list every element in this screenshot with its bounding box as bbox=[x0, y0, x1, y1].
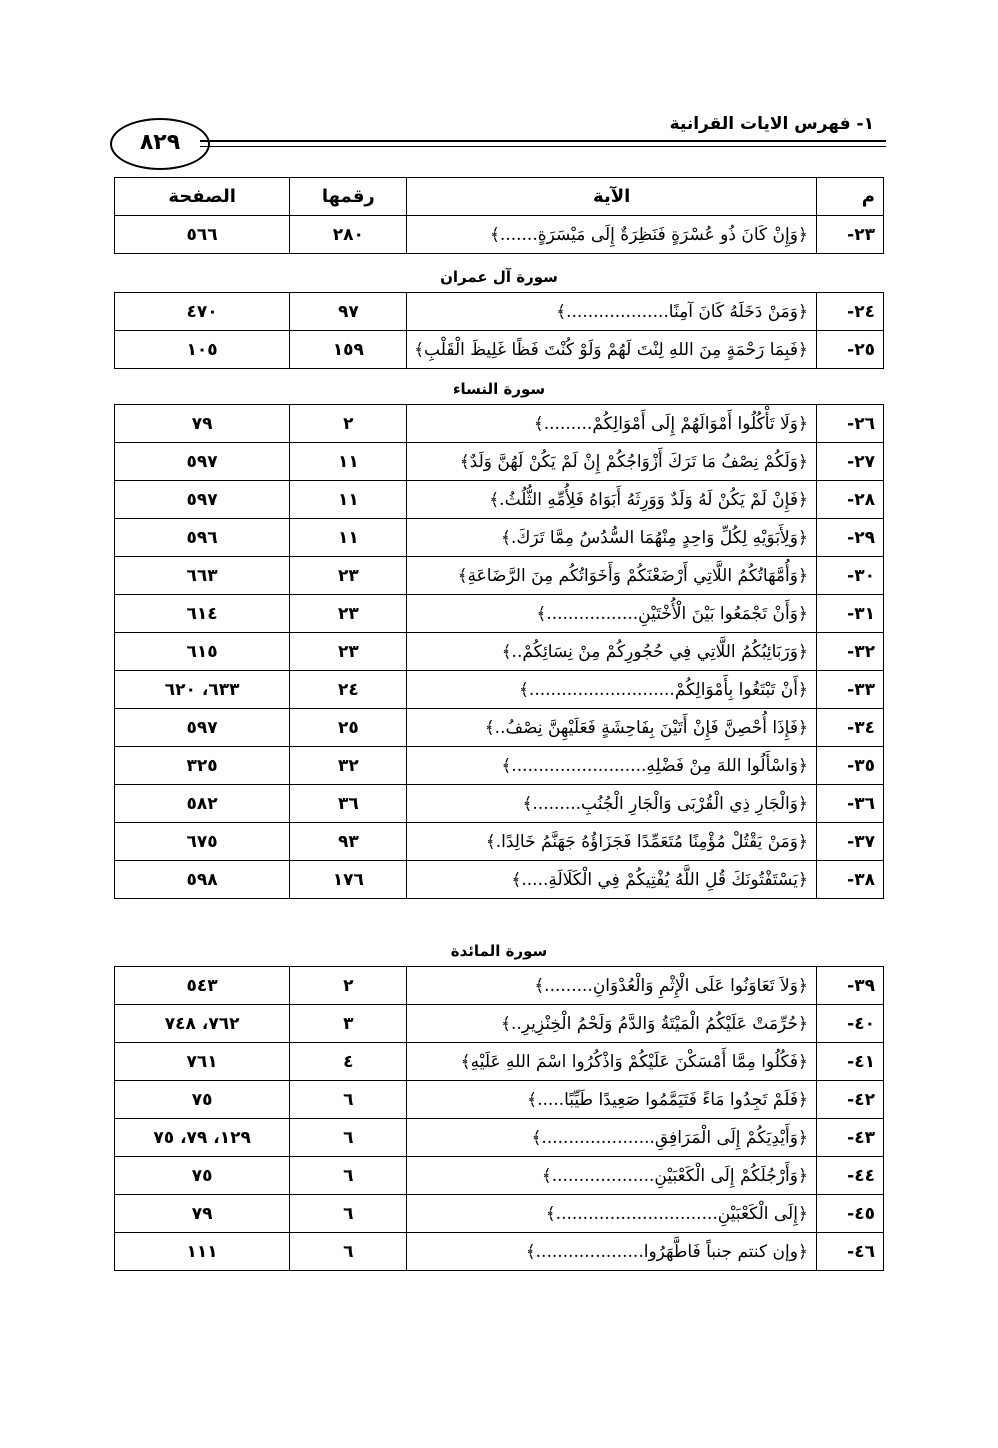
ayah-reference: ٣٢ bbox=[290, 747, 407, 785]
ayah-text bbox=[407, 595, 817, 633]
page-reference: ٥٦٦ bbox=[115, 216, 290, 254]
row-number: ٣٩- bbox=[816, 967, 883, 1005]
row-number: ٣١- bbox=[816, 595, 883, 633]
row-number: ٣٠- bbox=[816, 557, 883, 595]
row-number: ٤٤- bbox=[816, 1157, 883, 1195]
ayah-text bbox=[407, 405, 817, 443]
ayah-text-content: ﴿حُرِّمَتْ عَلَيْكُمُ الْمَيْتَةُ وَالدَّمُ وَلَحْمُ الْخِنْزِيرِ..﴾ bbox=[501, 1014, 808, 1034]
index-table-maidah bbox=[114, 966, 884, 1271]
row-number: ٢٧- bbox=[816, 443, 883, 481]
ayah-text-content: ﴿وَلاَ تَعَاوَنُوا عَلَى الْإِثْمِ وَالْعُدْوَانِ.........﴾ bbox=[534, 976, 808, 996]
ayah-text bbox=[407, 709, 817, 747]
ayah-text bbox=[407, 633, 817, 671]
ayah-text-content: ﴿فَبِمَا رَحْمَةٍ مِنَ اللهِ لِنْتَ لَهُمْ وَلَوْ كُنْتَ فَظًا غَلِيظَ الْقَلْبِ﴾ bbox=[414, 340, 808, 360]
ayah-text-content: ﴿وإن كنتم جنباً فَاطَّهَرُوا....................﴾ bbox=[525, 1242, 808, 1262]
header-rule bbox=[200, 140, 886, 142]
ayah-text-content: ﴿فَإِنْ لَمْ يَكُنْ لَهُ وَلَدٌ وَوَرِثَهُ أَبَوَاهُ فَلِأُمِّهِ الثُّلُثُ.﴾ bbox=[489, 490, 808, 510]
ayah-text bbox=[407, 861, 817, 899]
ayah-text-content: ﴿وَإِنْ كَانَ ذُو عُسْرَةٍ فَنَظِرَةٌ إِلَى مَيْسَرَةٍ.......﴾ bbox=[489, 225, 808, 245]
page-reference: ٧٥ bbox=[115, 1157, 290, 1195]
ayah-reference: ٢٣ bbox=[290, 595, 407, 633]
table-row bbox=[115, 1233, 884, 1271]
ayah-reference: ١١ bbox=[290, 481, 407, 519]
ayah-reference: ٢٨٠ bbox=[290, 216, 407, 254]
page-reference: ٥٤٣ bbox=[115, 967, 290, 1005]
ayah-reference: ٩٧ bbox=[290, 293, 407, 331]
column-header-num: م bbox=[816, 178, 883, 216]
ayah-text-content: ﴿يَسْتَفْتُونَكَ قُلِ اللَّهُ يُفْتِيكُمْ فِي الْكَلَالَةِ.....﴾ bbox=[511, 870, 808, 890]
table-row bbox=[115, 823, 884, 861]
ayah-text-content: ﴿وَلِأَبَوَيْهِ لِكُلِّ وَاحِدٍ مِنْهُمَا السُّدُسُ مِمَّا تَرَكَ.﴾ bbox=[501, 528, 808, 548]
ayah-reference: ٢٥ bbox=[290, 709, 407, 747]
table-row bbox=[115, 633, 884, 671]
ayah-reference: ٦ bbox=[290, 1081, 407, 1119]
page-reference: ٧٥ bbox=[115, 1081, 290, 1119]
table-row bbox=[115, 443, 884, 481]
table-row bbox=[115, 709, 884, 747]
ayah-text-content: ﴿إِلَى الْكَعْبَيْنِ..............................﴾ bbox=[545, 1204, 808, 1224]
ayah-text-content: ﴿وَاسْأَلُوا اللهَ مِنْ فَضْلِهِ.........................﴾ bbox=[501, 756, 808, 776]
page-reference: ٥٩٦ bbox=[115, 519, 290, 557]
ayah-text-content: ﴿وَأَنْ تَجْمَعُوا بَيْنَ الْأُخْتَيْنِ.................﴾ bbox=[536, 604, 808, 624]
page-reference: ٦٣٣، ٦٢٠ bbox=[115, 671, 290, 709]
ayah-text-content: ﴿وَمَنْ يَقْتُلْ مُؤْمِنًا مُتَعَمِّدًا فَجَزَاؤُهُ جَهَنَّمُ خَالِدًا.﴾ bbox=[485, 832, 808, 852]
table-row bbox=[115, 747, 884, 785]
ayah-reference: ٢٣ bbox=[290, 633, 407, 671]
ayah-reference: ٢ bbox=[290, 967, 407, 1005]
ayah-text bbox=[407, 1157, 817, 1195]
ayah-text bbox=[407, 785, 817, 823]
table-row bbox=[115, 785, 884, 823]
page-reference: ٧٩ bbox=[115, 405, 290, 443]
page-reference: ٦٧٥ bbox=[115, 823, 290, 861]
page-reference: ٦١٥ bbox=[115, 633, 290, 671]
row-number: ٤٦- bbox=[816, 1233, 883, 1271]
row-number: ٢٨- bbox=[816, 481, 883, 519]
ayah-reference: ٢٤ bbox=[290, 671, 407, 709]
row-number: ٣٣- bbox=[816, 671, 883, 709]
ayah-text bbox=[407, 557, 817, 595]
ayah-reference: ٢ bbox=[290, 405, 407, 443]
page-reference: ٥٨٢ bbox=[115, 785, 290, 823]
table-row bbox=[115, 1005, 884, 1043]
ayah-reference: ٦ bbox=[290, 1233, 407, 1271]
surah-title-nisa: سورة النساء bbox=[452, 380, 546, 398]
column-header-page: الصفحة bbox=[115, 178, 290, 216]
row-number: ٢٦- bbox=[816, 405, 883, 443]
page-header bbox=[110, 110, 886, 172]
ayah-reference: ٦ bbox=[290, 1157, 407, 1195]
table-row bbox=[115, 1157, 884, 1195]
table-row bbox=[115, 216, 884, 254]
ayah-text bbox=[407, 823, 817, 861]
column-header-ayah: الآية bbox=[407, 178, 817, 216]
page-reference: ١١١ bbox=[115, 1233, 290, 1271]
row-number: ٤٣- bbox=[816, 1119, 883, 1157]
table-row bbox=[115, 331, 884, 369]
table-row bbox=[115, 1043, 884, 1081]
page-reference: ٥٩٨ bbox=[115, 861, 290, 899]
surah-title-maidah: سورة المائدة bbox=[450, 942, 548, 960]
ayah-text-content: ﴿وَرَبَائِبُكُمُ اللَّاتِي فِي حُجُورِكُمْ مِنْ نِسَائِكُمْ..﴾ bbox=[501, 642, 808, 662]
surah-title-al-imran: سورة آل عمران bbox=[440, 268, 558, 286]
ayah-text bbox=[407, 331, 817, 369]
page-reference: ٧٦١ bbox=[115, 1043, 290, 1081]
ayah-text bbox=[407, 481, 817, 519]
ayah-text bbox=[407, 1233, 817, 1271]
ayah-text bbox=[407, 671, 817, 709]
table-row bbox=[115, 481, 884, 519]
ayah-text bbox=[407, 443, 817, 481]
table-row bbox=[115, 671, 884, 709]
row-number: ٣٦- bbox=[816, 785, 883, 823]
ayah-reference: ٣ bbox=[290, 1005, 407, 1043]
ayah-text-content: ﴿وَمَنْ دَخَلَهُ كَانَ آمِنًا...................﴾ bbox=[556, 302, 808, 322]
row-number: ٤١- bbox=[816, 1043, 883, 1081]
ayah-text-content: ﴿وَلَا تَأْكُلُوا أَمْوَالَهُمْ إِلَى أَمْوَالِكُمْ.........﴾ bbox=[533, 414, 808, 434]
row-number: ٣٧- bbox=[816, 823, 883, 861]
header-rule-thin bbox=[200, 146, 886, 147]
ayah-text bbox=[407, 1119, 817, 1157]
ayah-text-content: ﴿وَأَيْدِيَكُمْ إِلَى الْمَرَافِقِ.....................﴾ bbox=[531, 1128, 808, 1148]
row-number: ٣٤- bbox=[816, 709, 883, 747]
ayah-reference: ٩٣ bbox=[290, 823, 407, 861]
ayah-text bbox=[407, 747, 817, 785]
table-row bbox=[115, 595, 884, 633]
page-reference: ١٠٥ bbox=[115, 331, 290, 369]
index-table-al-imran bbox=[114, 292, 884, 369]
page-reference: ٥٩٧ bbox=[115, 709, 290, 747]
row-number: ٣٨- bbox=[816, 861, 883, 899]
page-reference: ٧٩ bbox=[115, 1195, 290, 1233]
ayah-reference: ١١ bbox=[290, 443, 407, 481]
ayah-text-content: ﴿وَأَرْجُلَكُمْ إِلَى الْكَعْبَيْنِ...................﴾ bbox=[541, 1166, 808, 1186]
column-header-ref: رقمها bbox=[290, 178, 407, 216]
row-number: ٢٩- bbox=[816, 519, 883, 557]
index-table-baqarah bbox=[114, 177, 884, 254]
row-number: ٣٢- bbox=[816, 633, 883, 671]
ayah-text-content: ﴿وَأُمَّهَاتُكُمُ اللَّاتِي أَرْضَعْنَكُمْ وَأَخَوَاتُكُم مِنَ الرَّضَاعَةِ﴾ bbox=[457, 566, 808, 586]
ayah-text bbox=[407, 1081, 817, 1119]
row-number: ٢٥- bbox=[816, 331, 883, 369]
table-row bbox=[115, 1119, 884, 1157]
ayah-text bbox=[407, 1195, 817, 1233]
ayah-text-content: ﴿أَنْ تَبْتَغُوا بِأَمْوَالِكُمْ...........................﴾ bbox=[518, 680, 808, 700]
row-number: ٤٥- bbox=[816, 1195, 883, 1233]
table-row bbox=[115, 967, 884, 1005]
table-row bbox=[115, 293, 884, 331]
page-number-badge: ٨٢٩ bbox=[110, 118, 210, 170]
page-reference: ٤٧٠ bbox=[115, 293, 290, 331]
ayah-reference: ٣٦ bbox=[290, 785, 407, 823]
page-reference: ٥٩٧ bbox=[115, 443, 290, 481]
table-header-row bbox=[115, 178, 884, 216]
ayah-text bbox=[407, 519, 817, 557]
page-reference: ٦١٤ bbox=[115, 595, 290, 633]
page-reference: ٥٩٧ bbox=[115, 481, 290, 519]
ayah-reference: ١٥٩ bbox=[290, 331, 407, 369]
ayah-text-content: ﴿وَالْجَارِ ذِي الْقُرْبَى وَالْجَارِ الْجُنُبِ.........﴾ bbox=[522, 794, 808, 814]
ayah-text-content: ﴿فَإِذَا أُحْصِنَّ فَإِنْ أَتَيْنَ بِفَاحِشَةٍ فَعَلَيْهِنَّ نِصْفُ..﴾ bbox=[484, 718, 808, 738]
table-row bbox=[115, 861, 884, 899]
ayah-text bbox=[407, 293, 817, 331]
ayah-text-content: ﴿وَلَكُمْ نِصْفُ مَا تَرَكَ أَزْوَاجُكُمْ إِنْ لَمْ يَكُنْ لَهُنَّ وَلَدٌ﴾ bbox=[459, 452, 808, 472]
ayah-text bbox=[407, 967, 817, 1005]
ayah-text-content: ﴿فَلَمْ تَجِدُوا مَاءً فَتَيَمَّمُوا صَعِيدًا طَيِّبًا.....﴾ bbox=[527, 1090, 808, 1110]
page-reference: ٧٦٢، ٧٤٨ bbox=[115, 1005, 290, 1043]
row-number: ٤٢- bbox=[816, 1081, 883, 1119]
row-number: ٢٣- bbox=[816, 216, 883, 254]
row-number: ٤٠- bbox=[816, 1005, 883, 1043]
ayah-text bbox=[407, 1005, 817, 1043]
index-table-nisa bbox=[114, 404, 884, 899]
page-title: ١- فهرس الايات القرانية bbox=[669, 114, 874, 134]
ayah-reference: ٢٣ bbox=[290, 557, 407, 595]
row-number: ٣٥- bbox=[816, 747, 883, 785]
ayah-text-content: ﴿فَكُلُوا مِمَّا أَمْسَكْنَ عَلَيْكُمْ وَاذْكُرُوا اسْمَ اللهِ عَلَيْهِ﴾ bbox=[460, 1052, 808, 1072]
table-row bbox=[115, 519, 884, 557]
row-number: ٢٤- bbox=[816, 293, 883, 331]
ayah-text bbox=[407, 216, 817, 254]
ayah-reference: ١١ bbox=[290, 519, 407, 557]
ayah-reference: ٤ bbox=[290, 1043, 407, 1081]
ayah-reference: ٦ bbox=[290, 1195, 407, 1233]
table-row bbox=[115, 557, 884, 595]
ayah-reference: ١٧٦ bbox=[290, 861, 407, 899]
ayah-reference: ٦ bbox=[290, 1119, 407, 1157]
page-reference: ٣٢٥ bbox=[115, 747, 290, 785]
ayah-text bbox=[407, 1043, 817, 1081]
table-row bbox=[115, 405, 884, 443]
page-reference: ٦٦٣ bbox=[115, 557, 290, 595]
table-row bbox=[115, 1081, 884, 1119]
page-reference: ١٢٩، ٧٩، ٧٥ bbox=[115, 1119, 290, 1157]
table-row bbox=[115, 1195, 884, 1233]
